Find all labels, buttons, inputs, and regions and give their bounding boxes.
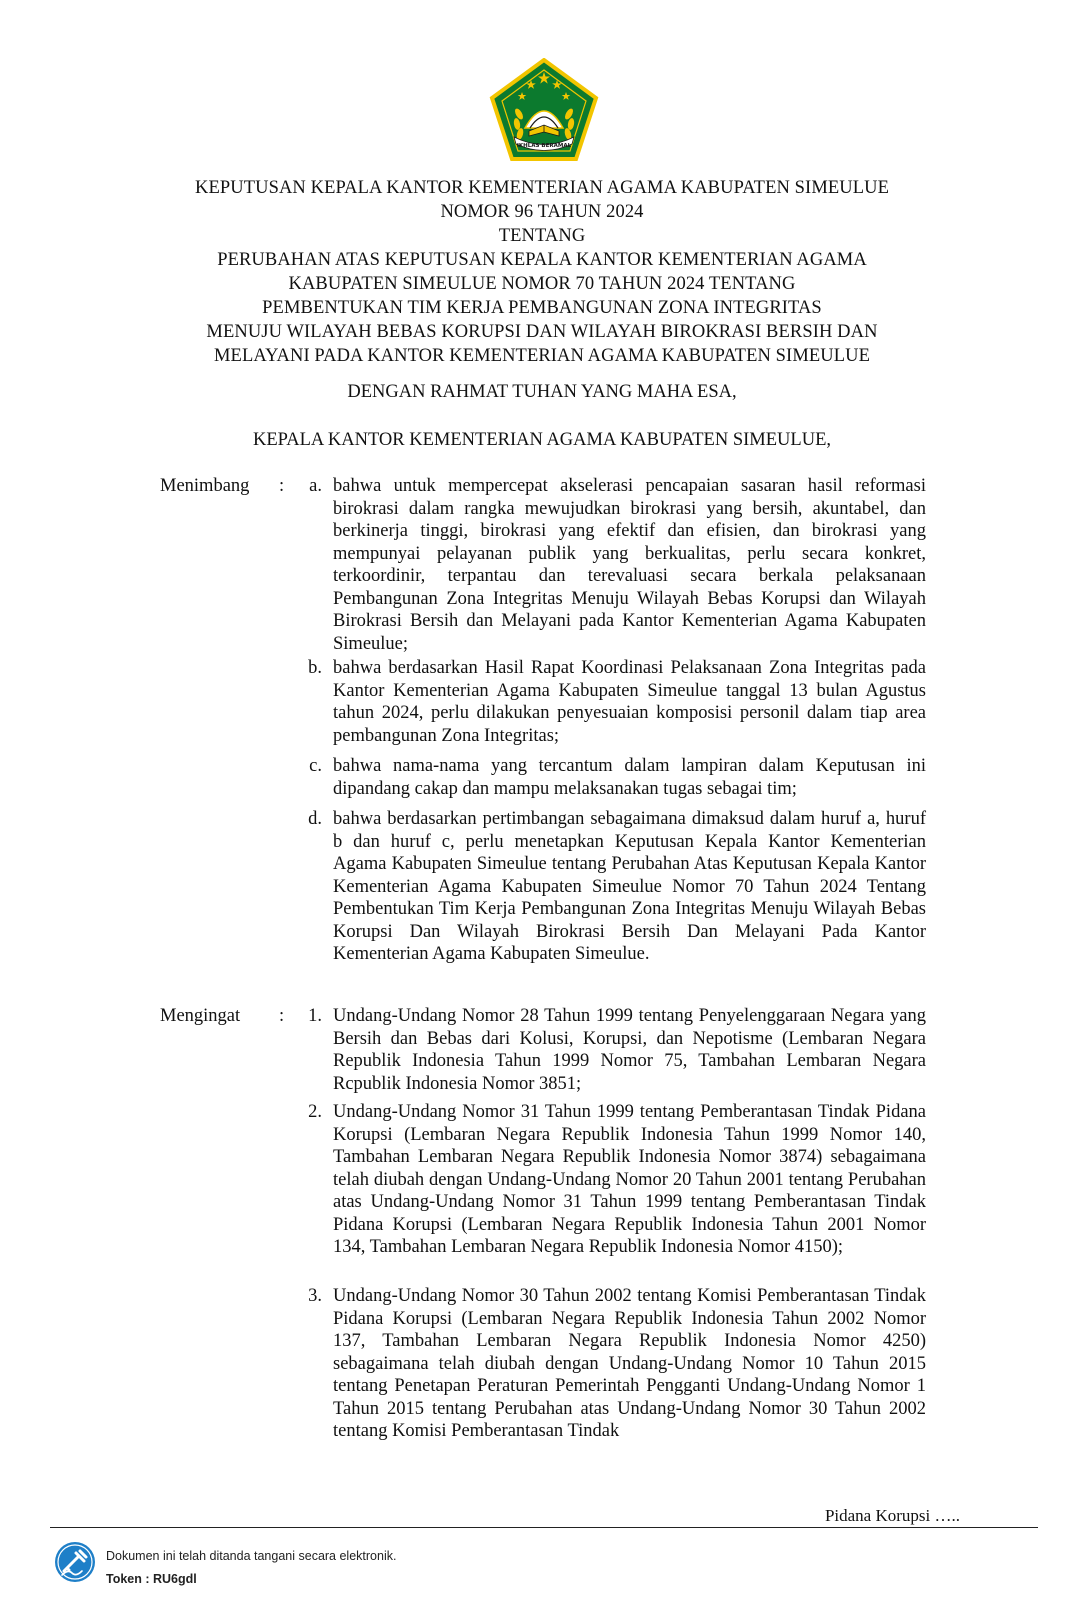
item-marker: a.	[309, 476, 322, 496]
item-text: bahwa nama-nama yang tercantum dalam lampiran dalam Keputusan ini dipandang cakap dan mampu melaksanakan tugas sebagai tim;	[333, 756, 926, 799]
title-line: PERUBAHAN ATAS KEPUTUSAN KEPALA KANTOR KEMENTERIAN AGAMA	[217, 250, 867, 270]
ministry-emblem-icon	[489, 58, 599, 162]
digital-signature-icon	[54, 1541, 96, 1583]
title-line: NOMOR 96 TAHUN 2024	[440, 202, 644, 222]
item-marker: 2.	[308, 1102, 322, 1122]
menimbang-colon: :	[279, 476, 285, 496]
title-line: MELAYANI PADA KANTOR KEMENTERIAN AGAMA KABUPATEN SIMEULUE	[214, 346, 870, 366]
invocation: DENGAN RAHMAT TUHAN YANG MAHA ESA,	[347, 382, 737, 402]
mengingat-label: Mengingat	[160, 1006, 241, 1026]
item-text: bahwa berdasarkan pertimbangan sebagaimana dimaksud dalam huruf a, huruf b dan huruf c, perlu menetapkan Keputusan Kepala Kantor Kementerian Agama Kabupaten Simeulue tentang Perubahan Atas Keputusan Kepala Kantor Kementerian Agama Kabupaten Simeulue Nomor 70 Tahun 2024 Tentang Pembentukan Tim Kerja Pembangunan Zona Integritas Menuju Wilayah Bebas Korupsi Dan Wilayah Birokrasi Bersih Dan Melayani Pada Kantor Kementerian Agama Kabupaten Simeulue.	[333, 809, 926, 964]
item-marker: 1.	[308, 1006, 322, 1026]
item-marker: c.	[309, 756, 322, 776]
item-text: bahwa untuk mempercepat akselerasi pencapaian sasaran hasil reformasi birokrasi dalam rangka mewujudkan birokrasi yang bersih, akuntabel, dan berkinerja tinggi, birokrasi yang efektif dan efisien, dan birokrasi yang mempunyai pelayanan publik yang berkualitas, perlu secara konkret, terkoordinir, terpantau dan terevaluasi secara berkala pelaksanaan Pembangunan Zona Integritas Menuju Wilayah Bebas Korupsi dan Wilayah Birokrasi Bersih dan Melayani pada Kantor Kementerian Agama Kabupaten Simeulue;	[333, 476, 926, 654]
decree-title	[100, 176, 984, 368]
mengingat-item	[290, 1005, 926, 1095]
item-text: Undang-Undang Nomor 31 Tahun 1999 tentang Pemberantasan Tindak Pidana Korupsi (Lembaran Negara Republik Indonesia Tahun 1999 Nomor 140, Tambahan Lembaran Negara Republik Indonesia Nomor 3874) sebagaimana telah diubah dengan Undang-Undang Nomor 20 Tahun 2001 tentang Perubahan atas Undang-Undang Nomor 31 Tahun 1999 tentang Pemberantasan Tindak Pidana Korupsi (Lembaran Negara Republik Indonesia Tahun 2001 Nomor 134, Tambahan Lembaran Negara Republik Indonesia Nomor 4150);	[333, 1102, 926, 1257]
e-signature-notice: Dokumen ini telah ditanda tangani secara elektronik.	[106, 1549, 397, 1563]
menimbang-item	[290, 808, 926, 966]
item-text: Undang-Undang Nomor 30 Tahun 2002 tentang Komisi Pemberantasan Tindak Pidana Korupsi (Lembaran Negara Republik Indonesia Tahun 2002 Nomor 137, Tambahan Lembaran Negara Republik Indonesia Nomor 4250) sebagaimana telah diubah dengan Undang-Undang Nomor 10 Tahun 2015 tentang Penetapan Peraturan Pemerintah Pengganti Undang-Undang Nomor 1 Tahun 2015 tentang Perubahan atas Undang-Undang Nomor 30 Tahun 2002 tentang Komisi Pemberantasan Tindak	[333, 1286, 926, 1441]
title-line: MENUJU WILAYAH BEBAS KORUPSI DAN WILAYAH BIROKRASI BERSIH DAN	[206, 322, 878, 342]
item-marker: 3.	[308, 1286, 322, 1306]
issuing-official: KEPALA KANTOR KEMENTERIAN AGAMA KABUPATEN SIMEULUE,	[253, 430, 831, 450]
footer-divider	[50, 1527, 1038, 1528]
mengingat-colon: :	[279, 1006, 285, 1026]
title-line: PEMBENTUKAN TIM KERJA PEMBANGUNAN ZONA INTEGRITAS	[262, 298, 822, 318]
menimbang-item	[290, 475, 926, 655]
title-line: TENTANG	[498, 226, 586, 246]
emblem-motto: IKHLAS BERAMAL	[516, 143, 572, 149]
title-line: KABUPATEN SIMEULUE NOMOR 70 TAHUN 2024 TENTANG	[288, 274, 796, 294]
mengingat-item	[290, 1101, 926, 1259]
item-text: Undang-Undang Nomor 28 Tahun 1999 tentang Penyelenggaraan Negara yang Bersih dan Bebas dari Kolusi, Korupsi, dan Nepotisme (Lembaran Negara Republik Indonesia Tahun 1999 Nomor 75, Tambahan Lembaran Negara Rcpublik Indonesia Nomor 3851;	[333, 1006, 926, 1094]
signature-token: Token : RU6gdl	[106, 1572, 197, 1586]
menimbang-item	[290, 657, 926, 747]
page-continuation: Pidana Korupsi …..	[824, 1506, 960, 1525]
item-text: bahwa berdasarkan Hasil Rapat Koordinasi Pelaksanaan Zona Integritas pada Kantor Kementerian Agama Kabupaten Simeulue tanggal 13 bulan Agustus tahun 2024, perlu dilakukan penyesuaian komposisi personil dalam tiap area pembangunan Zona Integritas;	[333, 658, 926, 746]
menimbang-item	[290, 755, 926, 800]
mengingat-item	[290, 1285, 926, 1443]
title-line: KEPUTUSAN KEPALA KANTOR KEMENTERIAN AGAMA KABUPATEN SIMEULUE	[195, 178, 889, 198]
menimbang-label: Menimbang	[160, 476, 250, 496]
item-marker: d.	[308, 809, 322, 829]
item-marker: b.	[308, 658, 322, 678]
